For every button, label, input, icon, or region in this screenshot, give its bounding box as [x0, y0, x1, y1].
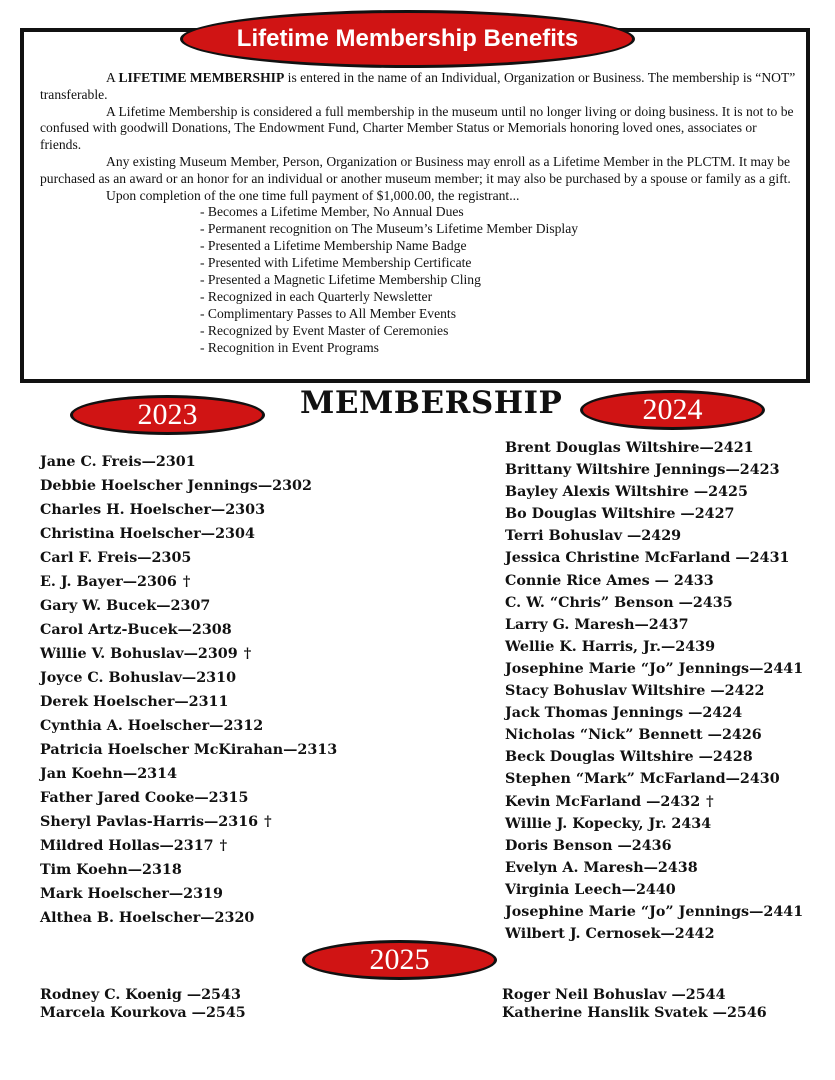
- member-name: Tim Koehn—2318: [40, 862, 182, 878]
- member-name: Gary W. Bucek—2307: [40, 598, 211, 614]
- member-name: Mildred Hollas—2317: [40, 838, 214, 854]
- member-entry: [40, 546, 337, 570]
- dagger-icon: †: [182, 574, 191, 590]
- member-name: Evelyn A. Maresh—2438: [505, 859, 698, 876]
- member-name: Beck Douglas Wiltshire —2428: [505, 749, 753, 766]
- member-name: Mark Hoelscher—2319: [40, 886, 223, 902]
- member-entry: [505, 702, 803, 724]
- member-entry: [505, 923, 803, 945]
- member-name: Willie J. Kopecky, Jr. 2434: [505, 815, 712, 832]
- member-name: Wilbert J. Cernosek—2442: [505, 926, 715, 943]
- member-entry: [502, 986, 767, 1004]
- member-entry: [40, 882, 337, 906]
- member-entry: [40, 666, 337, 690]
- member-name: Terri Bohuslav —2429: [505, 528, 682, 545]
- member-entry: [502, 1004, 767, 1022]
- member-entry: [505, 835, 803, 857]
- member-name: Doris Benson —2436: [505, 837, 672, 854]
- member-name: Marcela Kourkova —2545: [40, 1005, 246, 1021]
- member-entry: [40, 714, 337, 738]
- members-2024-list: [505, 437, 803, 945]
- year-2023-badge: 2023: [70, 395, 265, 435]
- member-entry: [40, 1004, 246, 1022]
- member-entry: [40, 858, 337, 882]
- member-entry: [505, 592, 803, 614]
- member-name: Virginia Leech—2440: [505, 881, 676, 898]
- member-name: Carl F. Freis—2305: [40, 550, 192, 566]
- benefits-paragraph-3: Any existing Museum Member, Person, Organization or Business may enroll as a Lifetime Member in the PLCTM. It may be purchased as an award or an honor for an individual or another museum member; it may also be purchased by a spouse or family as a gift.: [40, 153, 791, 186]
- members-2025-left-list: [40, 986, 246, 1022]
- benefit-item: - Recognized in each Quarterly Newsletter: [200, 288, 433, 304]
- member-name: Patricia Hoelscher McKirahan—2313: [40, 742, 338, 758]
- benefit-item: - Presented with Lifetime Membership Certificate: [200, 255, 472, 271]
- member-entry: [505, 768, 803, 790]
- member-name: Charles H. Hoelscher—2303: [40, 502, 266, 518]
- member-entry: [505, 658, 803, 680]
- benefit-item: - Recognition in Event Programs: [200, 339, 379, 355]
- member-name: Jan Koehn—2314: [40, 766, 178, 782]
- member-name: Joyce C. Bohuslav—2310: [40, 670, 237, 686]
- member-name: Josephine Marie “Jo” Jennings—2441: [505, 660, 804, 677]
- member-name: Derek Hoelscher—2311: [40, 694, 229, 710]
- member-entry: [40, 786, 337, 810]
- member-name: Cynthia A. Hoelscher—2312: [40, 718, 264, 734]
- member-name: Kevin McFarland —2432: [505, 793, 701, 810]
- member-name: Willie V. Bohuslav—2309: [40, 646, 238, 662]
- member-name: Roger Neil Bohuslav —2544: [502, 987, 726, 1003]
- member-name: Stacy Bohuslav Wiltshire —2422: [505, 683, 765, 700]
- member-entry: [505, 570, 803, 592]
- benefits-title: Lifetime Membership Benefits: [180, 10, 635, 68]
- benefit-item: - Complimentary Passes to All Member Events: [200, 305, 456, 321]
- member-entry: [505, 547, 803, 569]
- member-name: E. J. Bayer—2306: [40, 574, 177, 590]
- benefit-item: - Presented a Lifetime Membership Name Badge: [200, 238, 467, 254]
- member-name: Stephen “Mark” McFarland—2430: [505, 771, 780, 788]
- member-name: Wellie K. Harris, Jr.—2439: [505, 638, 716, 655]
- member-name: Rodney C. Koenig —2543: [40, 987, 241, 1003]
- benefits-list: [40, 204, 800, 356]
- member-name: Katherine Hanslik Svatek —2546: [502, 1005, 767, 1021]
- member-entry: [40, 570, 337, 594]
- member-entry: [505, 746, 803, 768]
- member-entry: [40, 618, 337, 642]
- member-entry: [505, 525, 803, 547]
- member-name: Debbie Hoelscher Jennings—2302: [40, 478, 312, 494]
- year-2025-badge: 2025: [302, 940, 497, 980]
- members-2023-list: [40, 450, 337, 930]
- member-entry: [505, 459, 803, 481]
- benefits-paragraph-4: Upon completion of the one time full payment of $1,000.00, the registrant...: [106, 187, 520, 203]
- member-entry: [40, 450, 337, 474]
- member-entry: [40, 834, 337, 858]
- membership-heading: MEMBERSHIP: [300, 385, 563, 421]
- member-name: Jane C. Freis—2301: [40, 454, 196, 470]
- members-2025-right-list: [502, 986, 767, 1022]
- member-entry: [505, 857, 803, 879]
- member-name: Larry G. Maresh—2437: [505, 616, 689, 633]
- member-entry: [505, 901, 803, 923]
- member-name: Brent Douglas Wiltshire—2421: [505, 440, 754, 456]
- lifetime-membership-emphasis: LIFETIME MEMBERSHIP: [118, 70, 285, 85]
- member-entry: [505, 813, 803, 835]
- member-entry: [40, 642, 337, 666]
- member-entry: [505, 503, 803, 525]
- member-entry: [40, 690, 337, 714]
- member-name: Bayley Alexis Wiltshire —2425: [505, 484, 748, 501]
- benefits-paragraph-1: A LIFETIME MEMBERSHIP is entered in the name of an Individual, Organization or Business. The membership is “NOT” transferable.: [40, 70, 796, 102]
- benefit-item: - Presented a Magnetic Lifetime Membership Cling: [200, 272, 481, 287]
- dagger-icon: †: [706, 793, 714, 810]
- member-name: Jessica Christine McFarland —2431: [505, 550, 790, 567]
- member-entry: [505, 724, 803, 746]
- member-entry: [40, 906, 337, 930]
- member-name: Jack Thomas Jennings —2424: [505, 705, 743, 722]
- member-entry: [505, 437, 803, 459]
- member-name: Brittany Wiltshire Jennings—2423: [505, 462, 780, 479]
- member-entry: [40, 474, 337, 498]
- member-entry: [505, 481, 803, 503]
- member-entry: [40, 594, 337, 618]
- member-name: Josephine Marie “Jo” Jennings—2441: [505, 903, 804, 920]
- benefits-paragraph-2: A Lifetime Membership is considered a full membership in the museum until no longer living or doing business. It is not to be confused with goodwill Donations, The Endowment Fund, Charter Member Status or Memorials honoring loved ones, associates or friends.: [40, 103, 794, 153]
- member-name: Father Jared Cooke—2315: [40, 790, 249, 806]
- benefits-text: [40, 70, 800, 357]
- member-name: Connie Rice Ames — 2433: [505, 572, 714, 589]
- member-name: Althea B. Hoelscher—2320: [40, 910, 255, 926]
- member-name: Christina Hoelscher—2304: [40, 526, 255, 542]
- benefit-item: - Permanent recognition on The Museum’s Lifetime Member Display: [200, 221, 579, 237]
- member-entry: [505, 680, 803, 702]
- member-entry: [40, 986, 246, 1004]
- member-name: Sheryl Pavlas-Harris—2316: [40, 814, 259, 830]
- member-entry: [40, 522, 337, 546]
- dagger-icon: †: [264, 814, 272, 830]
- member-entry: [40, 738, 337, 762]
- dagger-icon: †: [243, 646, 252, 662]
- member-name: Carol Artz-Bucek—2308: [40, 622, 232, 638]
- member-entry: [40, 498, 337, 522]
- benefit-item: - Becomes a Lifetime Member, No Annual Dues: [200, 204, 464, 220]
- member-entry: [40, 810, 337, 834]
- benefit-item: - Recognized by Event Master of Ceremonies: [200, 322, 449, 338]
- member-name: C. W. “Chris” Benson —2435: [505, 594, 733, 611]
- dagger-icon: †: [219, 838, 228, 854]
- member-entry: [505, 879, 803, 901]
- member-name: Nicholas “Nick” Bennett —2426: [505, 727, 762, 744]
- member-entry: [505, 614, 803, 636]
- member-name: Bo Douglas Wiltshire —2427: [505, 506, 735, 523]
- member-entry: [40, 762, 337, 786]
- year-2024-badge: 2024: [580, 390, 765, 430]
- member-entry: [505, 791, 803, 813]
- member-entry: [505, 636, 803, 658]
